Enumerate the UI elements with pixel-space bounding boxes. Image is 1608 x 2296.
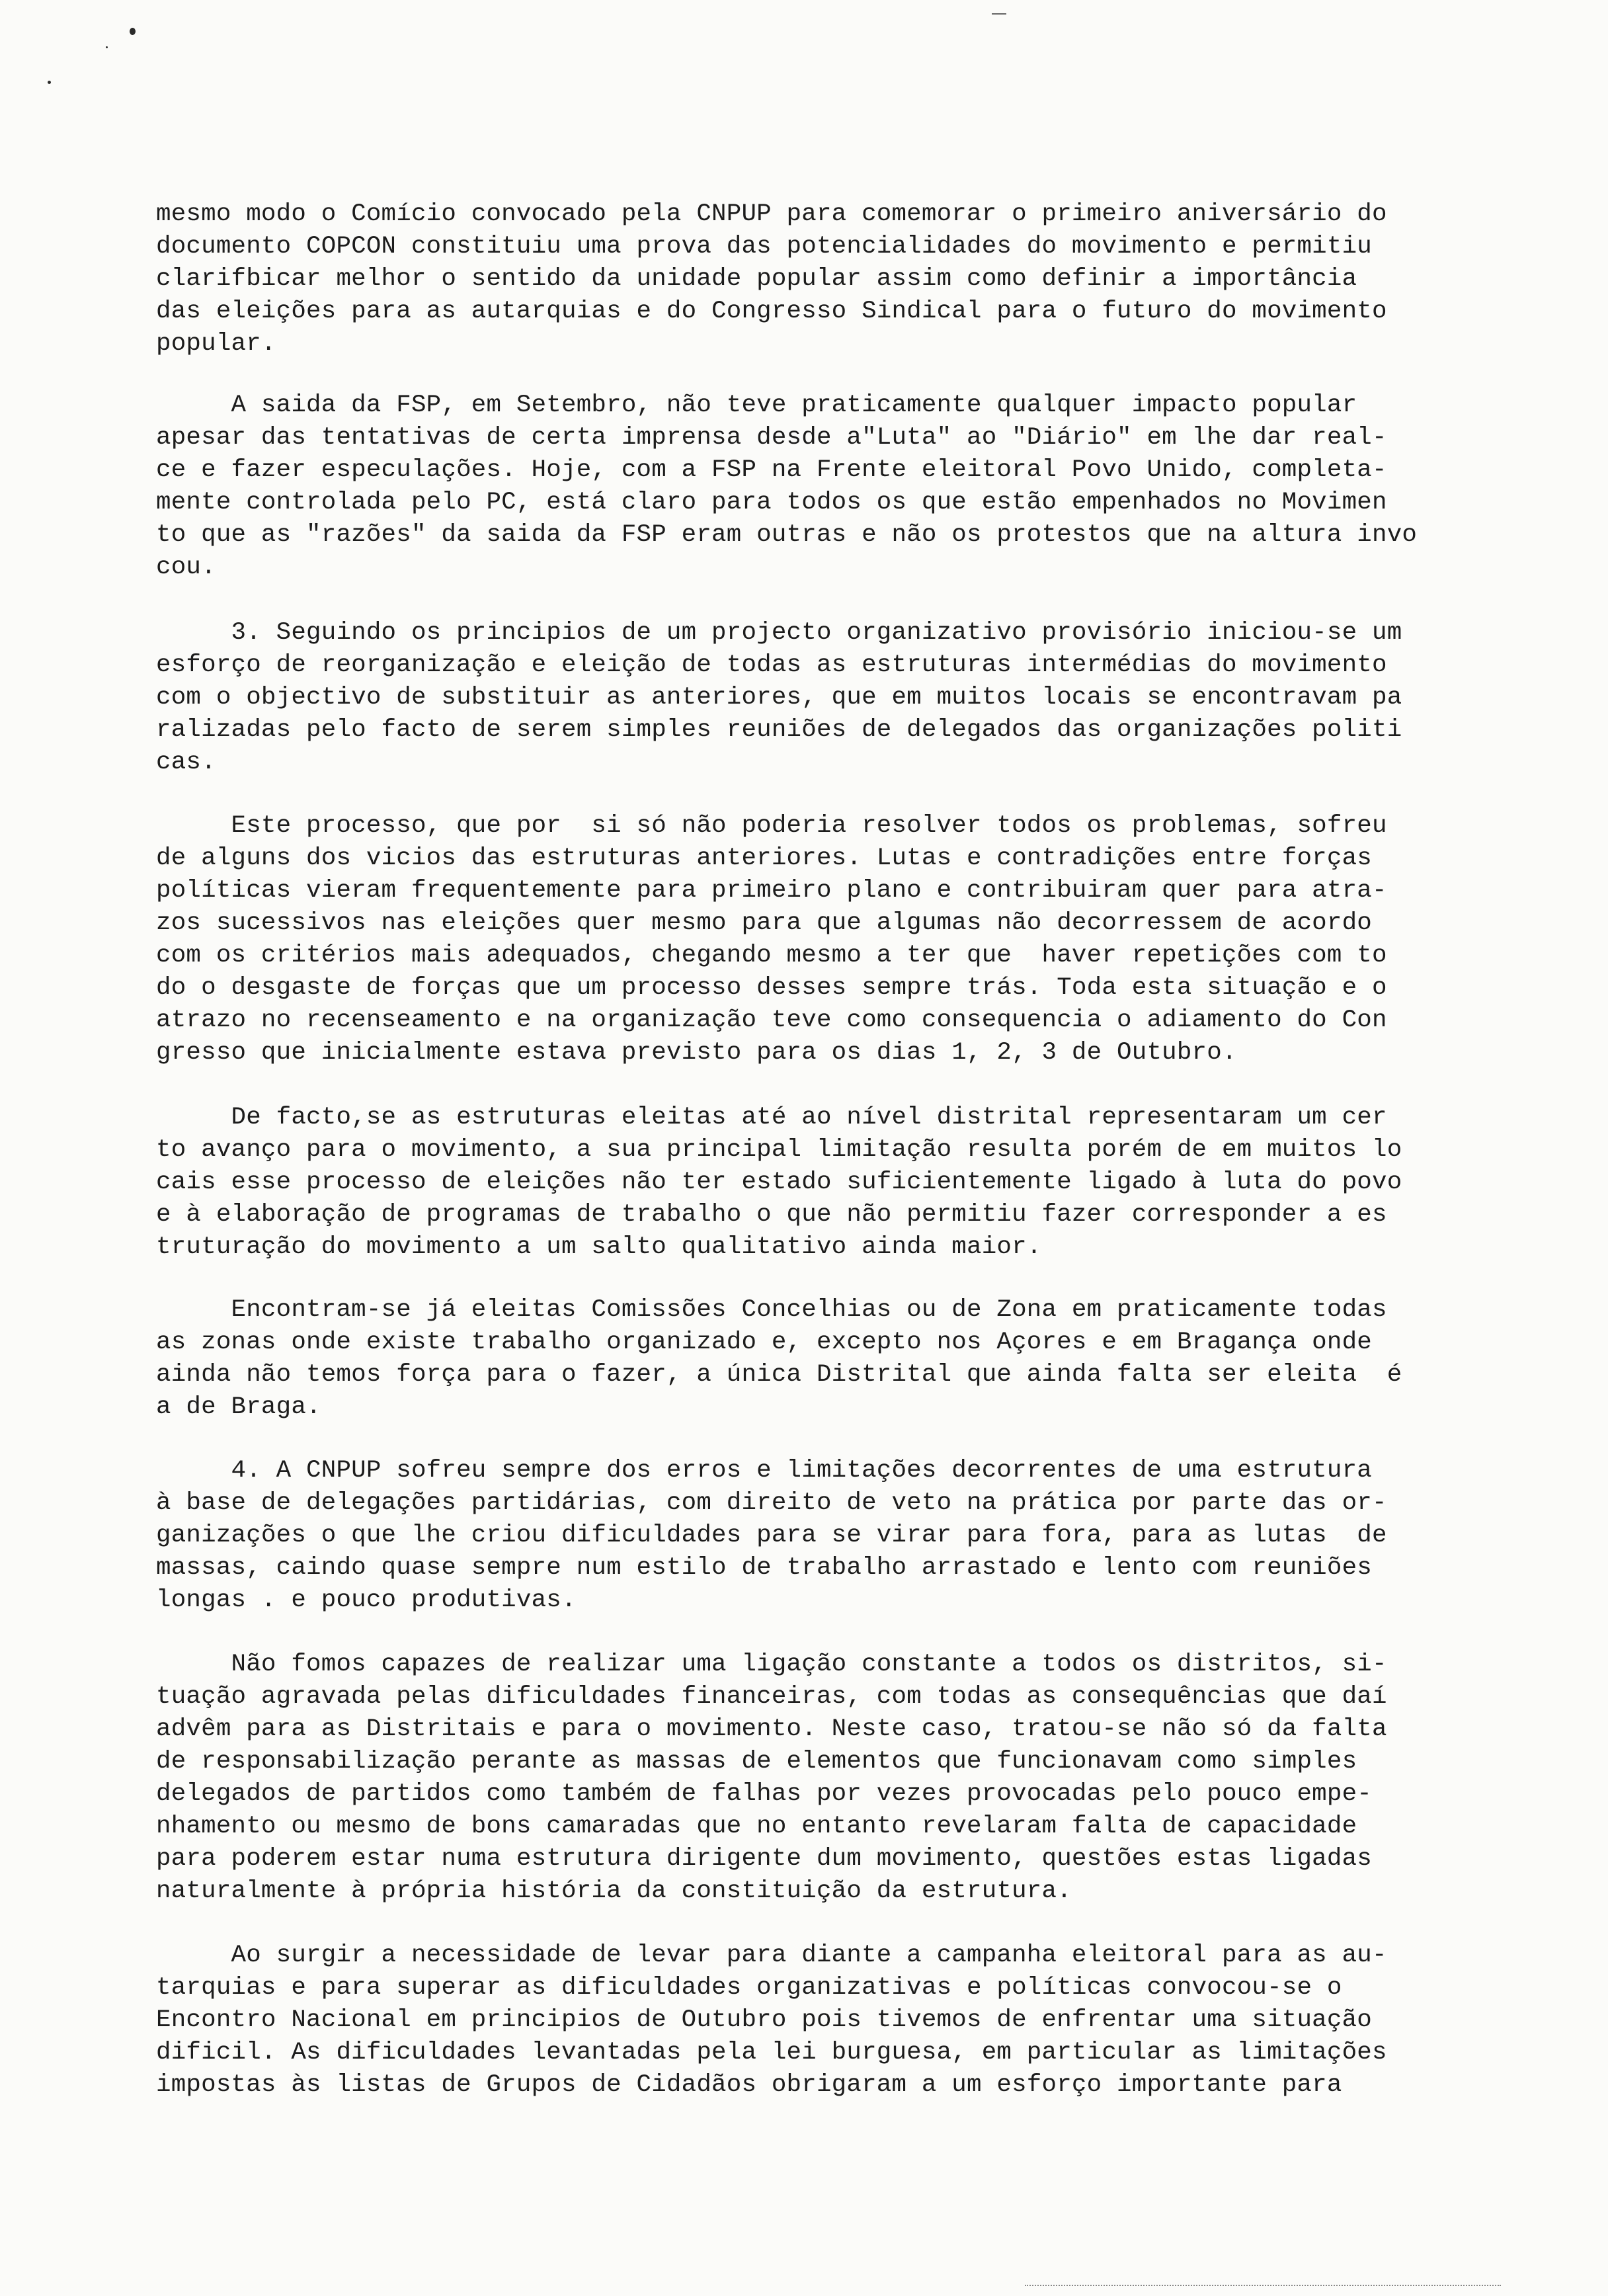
text-line: to avanço para o movimento, a sua principal limitação resulta porém de em muitos lo <box>156 1136 1402 1164</box>
paragraph-6 <box>156 1294 1485 1424</box>
paragraph-7 <box>156 1455 1485 1617</box>
text-line: atrazo no recenseamento e na organização teve como consequencia o adiamento do Con <box>156 1006 1387 1034</box>
paragraph-5 <box>156 1102 1485 1264</box>
text-line: de alguns dos vicios das estruturas anteriores. Lutas e contradições entre forças <box>156 844 1372 872</box>
text-line: cais esse processo de eleições não ter estado suficientemente ligado à luta do povo <box>156 1168 1402 1196</box>
text-line: mesmo modo o Comício convocado pela CNPUP para comemorar o primeiro aniversário do <box>156 200 1387 228</box>
text-line: 3. Seguindo os principios de um projecto organizativo provisório iniciou-se um <box>156 619 1402 647</box>
text-line: Este processo, que por si só não poderia resolver todos os problemas, sofreu <box>156 812 1387 840</box>
text-line: impostas às listas de Grupos de Cidadãos obrigaram a um esforço importante para <box>156 2071 1342 2099</box>
text-line: ce e fazer especulações. Hoje, com a FSP na Frente eleitoral Povo Unido, completa- <box>156 456 1387 484</box>
scan-speck <box>48 81 51 84</box>
scan-mark <box>1025 2285 1501 2288</box>
text-line: tuação agravada pelas dificuldades financeiras, com todas as consequências que daí <box>156 1683 1387 1711</box>
text-line: longas . e pouco produtivas. <box>156 1586 577 1614</box>
paragraph-8 <box>156 1649 1485 1908</box>
text-line: cou. <box>156 554 216 581</box>
text-line: gresso que inicialmente estava previsto para os dias 1, 2, 3 de Outubro. <box>156 1039 1237 1067</box>
text-line: para poderem estar numa estrutura dirigente dum movimento, questões estas ligadas <box>156 1845 1372 1873</box>
text-line: mente controlada pelo PC, está claro para todos os que estão empenhados no Movimen <box>156 489 1387 516</box>
text-line: cas. <box>156 749 216 776</box>
text-line: Ao surgir a necessidade de levar para diante a campanha eleitoral para as au- <box>156 1942 1387 1969</box>
text-line: to que as "razões" da saida da FSP eram outras e não os protestos que na altura invo <box>156 521 1418 549</box>
text-line: 4. A CNPUP sofreu sempre dos erros e limitações decorrentes de uma estrutura <box>156 1457 1372 1485</box>
text-line: apesar das tentativas de certa imprensa desde a"Luta" ao "Diário" em lhe dar real- <box>156 424 1387 452</box>
paragraph-3 <box>156 617 1485 779</box>
paragraph-9 <box>156 1940 1485 2102</box>
scan-speck <box>106 46 108 48</box>
text-line: do o desgaste de forças que um processo desses sempre trás. Toda esta situação e o <box>156 974 1387 1002</box>
paragraph-2 <box>156 390 1485 584</box>
text-line: truturação do movimento a um salto qualitativo ainda maior. <box>156 1233 1042 1261</box>
text-line: zos sucessivos nas eleições quer mesmo para que algumas não decorressem de acordo <box>156 909 1372 937</box>
text-line: com o objectivo de substituir as anteriores, que em muitos locais se encontravam pa <box>156 684 1402 712</box>
text-line: dificil. As dificuldades levantadas pela lei burguesa, em particular as limitações <box>156 2039 1387 2067</box>
text-line: tarquias e para superar as dificuldades organizativas e políticas convocou-se o <box>156 1974 1342 2002</box>
text-line: A saida da FSP, em Setembro, não teve praticamente qualquer impacto popular <box>156 391 1357 419</box>
text-line: massas, caindo quase sempre num estilo de trabalho arrastado e lento com reuniões <box>156 1554 1372 1582</box>
text-line: delegados de partidos como também de falhas por vezes provocadas pelo pouco empe- <box>156 1780 1372 1808</box>
text-line: à base de delegações partidárias, com direito de veto na prática por parte das or- <box>156 1489 1387 1517</box>
text-line: das eleições para as autarquias e do Congresso Sindical para o futuro do movimento <box>156 298 1387 325</box>
text-line: Encontram-se já eleitas Comissões Concelhias ou de Zona em praticamente todas <box>156 1296 1387 1324</box>
text-line: Encontro Nacional em principios de Outubro pois tivemos de enfrentar uma situação <box>156 2006 1372 2034</box>
text-line: advêm para as Distritais e para o movimento. Neste caso, tratou-se não só da falta <box>156 1715 1387 1743</box>
text-line: ralizadas pelo facto de serem simples reuniões de delegados das organizações politi <box>156 716 1402 744</box>
text-line: nhamento ou mesmo de bons camaradas que no entanto revelaram falta de capacidade <box>156 1813 1357 1840</box>
text-line: e à elaboração de programas de trabalho o que não permitiu fazer corresponder a es <box>156 1201 1387 1229</box>
text-line: popular. <box>156 330 276 358</box>
text-line: esforço de reorganização e eleição de todas as estruturas intermédias do movimento <box>156 651 1387 679</box>
text-line: a de Braga. <box>156 1393 321 1421</box>
text-line: documento COPCON constituiu uma prova das potencialidades do movimento e permitiu <box>156 233 1372 261</box>
text-line: Não fomos capazes de realizar uma ligação constante a todos os distritos, si- <box>156 1651 1387 1678</box>
text-line: de responsabilização perante as massas de elementos que funcionavam como simples <box>156 1748 1357 1776</box>
scan-mark <box>992 13 1006 15</box>
text-line: políticas vieram frequentemente para primeiro plano e contribuiram quer para atra- <box>156 877 1387 905</box>
scan-speck <box>130 28 136 35</box>
paragraph-1 <box>156 198 1485 360</box>
text-line: De facto,se as estruturas eleitas até ao nível distrital representaram um cer <box>156 1104 1387 1131</box>
paragraph-4 <box>156 810 1485 1069</box>
text-line: naturalmente à própria história da constituição da estrutura. <box>156 1877 1072 1905</box>
text-line: ganizações o que lhe criou dificuldades para se virar para fora, para as lutas de <box>156 1522 1387 1549</box>
text-line: ainda não temos força para o fazer, a única Distrital que ainda falta ser eleita é <box>156 1361 1402 1389</box>
text-line: clarifbicar melhor o sentido da unidade popular assim como definir a importância <box>156 265 1357 293</box>
text-line: as zonas onde existe trabalho organizado e, excepto nos Açores e em Bragança onde <box>156 1329 1372 1356</box>
text-line: com os critérios mais adequados, chegando mesmo a ter que haver repetições com to <box>156 942 1387 969</box>
